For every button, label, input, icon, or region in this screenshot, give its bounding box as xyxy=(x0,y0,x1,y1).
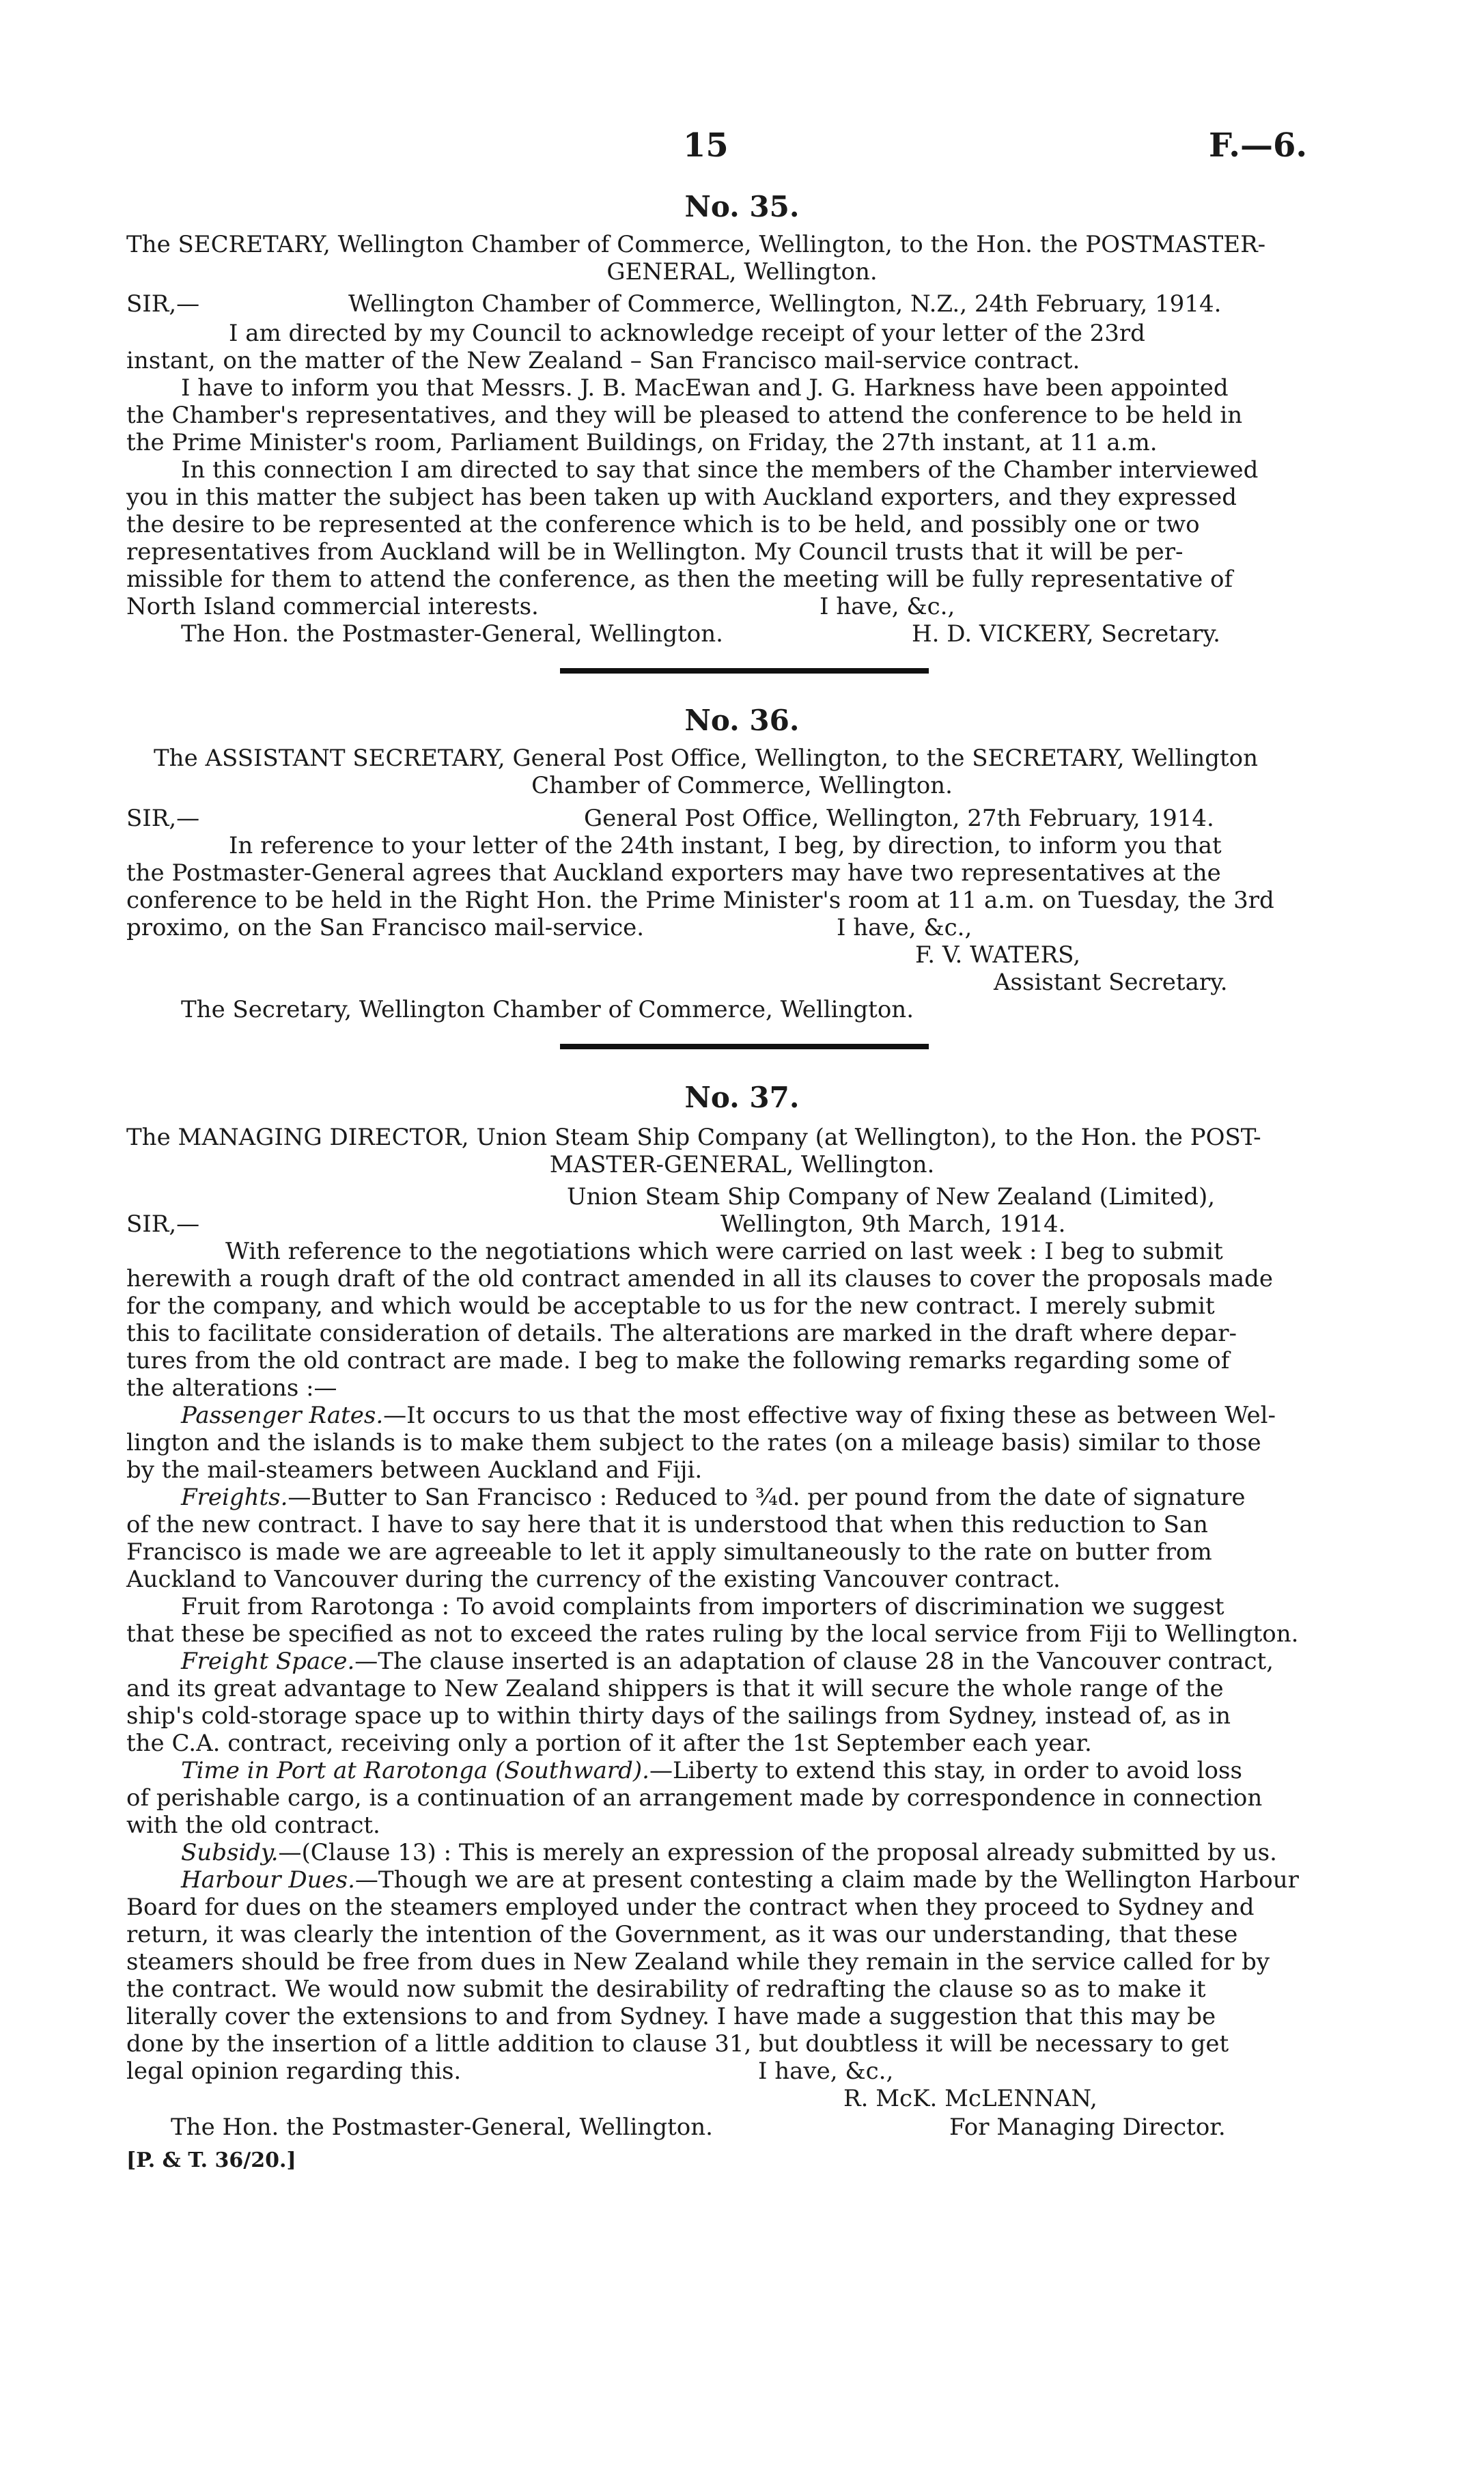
letter-37-recipient: The Hon. the Postmaster-General, Wellington. xyxy=(171,2114,713,2141)
harbour-dues-line-8: legal opinion regarding this. xyxy=(126,2058,462,2085)
freights-line-1: Freights.—Butter to San Francisco : Reduced to ¾d. per pound from the date of signature xyxy=(181,1484,1246,1511)
time-in-port-line-2: of perishable cargo, is a continuation of an arrangement made by correspondence in connection xyxy=(126,1784,1263,1812)
section-divider xyxy=(560,1044,929,1049)
harbour-dues-line-4: steamers should be free from dues in New Zealand while they remain in the service called for by xyxy=(126,1948,1270,1976)
letter-36-p1-line-4: proximo, on the San Francisco mail-service. xyxy=(126,914,645,941)
letter-35-p3-line-1: In this connection I am directed to say that since the members of the Chamber interviewed xyxy=(181,456,1259,484)
letter-35-p3-line-6: North Island commercial interests. xyxy=(126,593,539,620)
letter-35-address-line-1: The SECRETARY, Wellington Chamber of Commerce, Wellington, to the Hon. the POSTMASTER- xyxy=(126,231,1266,258)
letter-37-address-line-1: The MANAGING DIRECTOR, Union Steam Ship Company (at Wellington), to the Hon. the POST- xyxy=(126,1124,1261,1151)
letter-36-p1-line-1: In reference to your letter of the 24th instant, I beg, by direction, to inform you that xyxy=(229,832,1222,859)
letter-35-p2-line-1: I have to inform you that Messrs. J. B. MacEwan and J. G. Harkness have been appointed xyxy=(181,374,1229,402)
letter-36-recipient: The Secretary, Wellington Chamber of Commerce, Wellington. xyxy=(181,996,914,1023)
freights-line-4: Auckland to Vancouver during the currency of the existing Vancouver contract. xyxy=(126,1566,1061,1593)
harbour-dues-heading: Harbour Dues. xyxy=(181,1866,355,1894)
harbour-dues-line-6: literally cover the extensions to and from Sydney. I have made a suggestion that this may be xyxy=(126,2003,1216,2030)
letter-37-signature-title: For Managing Director. xyxy=(949,2114,1226,2141)
subsidy-line-1: Subsidy.—(Clause 13) : This is merely an expression of the proposal already submitted by us. xyxy=(181,1839,1277,1866)
harbour-dues-line-1: Harbour Dues.—Though we are at present contesting a claim made by the Wellington Harbour xyxy=(181,1866,1299,1894)
subsidy-heading: Subsidy. xyxy=(181,1839,279,1866)
letter-35-signature: H. D. VICKERY, Secretary. xyxy=(912,620,1220,648)
freights-line-3: Francisco is made we are agreeable to let it apply simultaneously to the rate on butter from xyxy=(126,1538,1212,1566)
passenger-rates-line-3: by the mail-steamers between Auckland and Fiji. xyxy=(126,1456,703,1484)
letter-36-address-line-2: Chamber of Commerce, Wellington. xyxy=(531,772,953,799)
letter-36-address-line-1: The ASSISTANT SECRETARY, General Post Office, Wellington, to the SECRETARY, Wellington xyxy=(154,745,1259,772)
freight-space-line-2: and its great advantage to New Zealand shippers is that it will secure the whole range of the xyxy=(126,1675,1224,1702)
letter-37-dateline: Wellington, 9th March, 1914. xyxy=(720,1210,1066,1238)
harbour-dues-line-2: Board for dues on the steamers employed under the contract when they proceed to Sydney and xyxy=(126,1894,1255,1921)
letter-35-p3-line-2: you in this matter the subject has been taken up with Auckland exporters, and they expressed xyxy=(126,484,1237,511)
letter-36-number: No. 36. xyxy=(684,704,800,737)
letter-37-company: Union Steam Ship Company of New Zealand (Limited), xyxy=(567,1183,1216,1210)
letter-37-signature-name: R. McK. McLENNAN, xyxy=(843,2085,1097,2112)
letter-37-intro-line-2: herewith a rough draft of the old contract amended in all its clauses to cover the proposals made xyxy=(126,1265,1274,1292)
letter-35-p1-line-1: I am directed by my Council to acknowledge receipt of your letter of the 23rd xyxy=(229,320,1145,347)
document-code: F.—6. xyxy=(1209,126,1308,165)
letter-36-signature-name: F. V. WATERS, xyxy=(915,941,1081,969)
letter-36-p1-line-2: the Postmaster-General agrees that Auckland exporters may have two representatives at the xyxy=(126,859,1221,887)
letter-35-p2-line-3: the Prime Minister's room, Parliament Buildings, on Friday, the 27th instant, at 11 a.m. xyxy=(126,429,1158,456)
fruit-line-2: that these be specified as not to exceed the rates ruling by the local service from Fiji to Wellington. xyxy=(126,1620,1299,1648)
passenger-rates-line-1: Passenger Rates.—It occurs to us that the most effective way of fixing these as between Wel- xyxy=(181,1402,1276,1429)
letter-35-p1-line-2: instant, on the matter of the New Zealand – San Francisco mail-service contract. xyxy=(126,347,1080,374)
letter-37-intro-line-4: this to facilitate consideration of details. The alterations are marked in the draft where depar- xyxy=(126,1320,1237,1347)
letter-35-p2-line-2: the Chamber's representatives, and they will be pleased to attend the conference to be held in xyxy=(126,402,1243,429)
letter-37-intro-line-5: tures from the old contract are made. I beg to make the following remarks regarding some of xyxy=(126,1347,1230,1374)
passenger-rates-heading: Passenger Rates. xyxy=(181,1402,384,1429)
time-in-port-line-3: with the old contract. xyxy=(126,1812,380,1839)
letter-37-intro-line-3: for the company, and which would be acceptable to us for the new contract. I merely submit xyxy=(126,1292,1215,1320)
letter-36-dateline: General Post Office, Wellington, 27th February, 1914. xyxy=(584,805,1214,832)
letter-35-address-line-2: GENERAL, Wellington. xyxy=(606,258,878,286)
letter-36-signature-title: Assistant Secretary. xyxy=(994,969,1228,996)
freight-space-line-1: Freight Space.—The clause inserted is an adaptation of clause 28 in the Vancouver contract, xyxy=(181,1648,1274,1675)
freights-line-2: of the new contract. I have to say here that it is understood that when this reduction to San xyxy=(126,1511,1208,1538)
passenger-rates-line-2: lington and the islands is to make them subject to the rates (on a mileage basis) similar to those xyxy=(126,1429,1261,1456)
letter-37-intro-line-1: With reference to the negotiations which were carried on last week : I beg to submit xyxy=(225,1238,1223,1265)
letter-35-closing: I have, &c., xyxy=(820,593,955,620)
harbour-dues-line-7: done by the insertion of a little addition to clause 31, but doubtless it will be necessary to get xyxy=(126,2030,1229,2058)
letter-37-intro-line-6: the alterations :— xyxy=(126,1374,337,1402)
letter-35-p3-line-4: representatives from Auckland will be in Wellington. My Council trusts that it will be per- xyxy=(126,538,1184,566)
section-divider xyxy=(560,668,929,674)
fruit-line-1: Fruit from Rarotonga : To avoid complaints from importers of discrimination we suggest xyxy=(181,1593,1224,1620)
page-number: 15 xyxy=(683,126,729,165)
letter-37-salutation: SIR,— xyxy=(126,1210,200,1238)
freight-space-line-3: ship's cold-storage space up to within thirty days of the sailings from Sydney, instead of, as in xyxy=(126,1702,1231,1730)
freight-space-heading: Freight Space. xyxy=(181,1648,355,1675)
letter-35-p3-line-3: the desire to be represented at the conference which is to be held, and possibly one or two xyxy=(126,511,1200,538)
time-in-port-heading: Time in Port at Rarotonga (Southward). xyxy=(181,1757,649,1784)
letter-35-number: No. 35. xyxy=(684,190,800,223)
letter-36-closing: I have, &c., xyxy=(837,914,972,941)
harbour-dues-line-5: the contract. We would now submit the desirability of redrafting the clause so as to make it xyxy=(126,1976,1206,2003)
freights-heading: Freights. xyxy=(181,1484,288,1511)
letter-37-number: No. 37. xyxy=(684,1081,800,1114)
letter-35-salutation: SIR,— xyxy=(126,290,200,318)
letter-37-closing: I have, &c., xyxy=(758,2058,894,2085)
time-in-port-line-1: Time in Port at Rarotonga (Southward).—Liberty to extend this stay, in order to avoid loss xyxy=(181,1757,1242,1784)
letter-35-dateline: Wellington Chamber of Commerce, Wellington, N.Z., 24th February, 1914. xyxy=(348,290,1222,318)
letter-36-salutation: SIR,— xyxy=(126,805,200,832)
letter-36-p1-line-3: conference to be held in the Right Hon. the Prime Minister's room at 11 a.m. on Tuesday, the 3rd xyxy=(126,887,1274,914)
letter-35-recipient: The Hon. the Postmaster-General, Wellington. xyxy=(181,620,723,648)
harbour-dues-line-3: return, it was clearly the intention of the Government, as it was our understanding, that these xyxy=(126,1921,1238,1948)
freight-space-line-4: the C.A. contract, receiving only a portion of it after the 1st September each year. xyxy=(126,1730,1092,1757)
file-reference: [P. & T. 36/20.] xyxy=(126,2148,296,2172)
letter-35-p3-line-5: missible for them to attend the conference, as then the meeting will be fully representative of xyxy=(126,566,1233,593)
letter-37-address-line-2: MASTER-GENERAL, Wellington. xyxy=(549,1151,935,1178)
